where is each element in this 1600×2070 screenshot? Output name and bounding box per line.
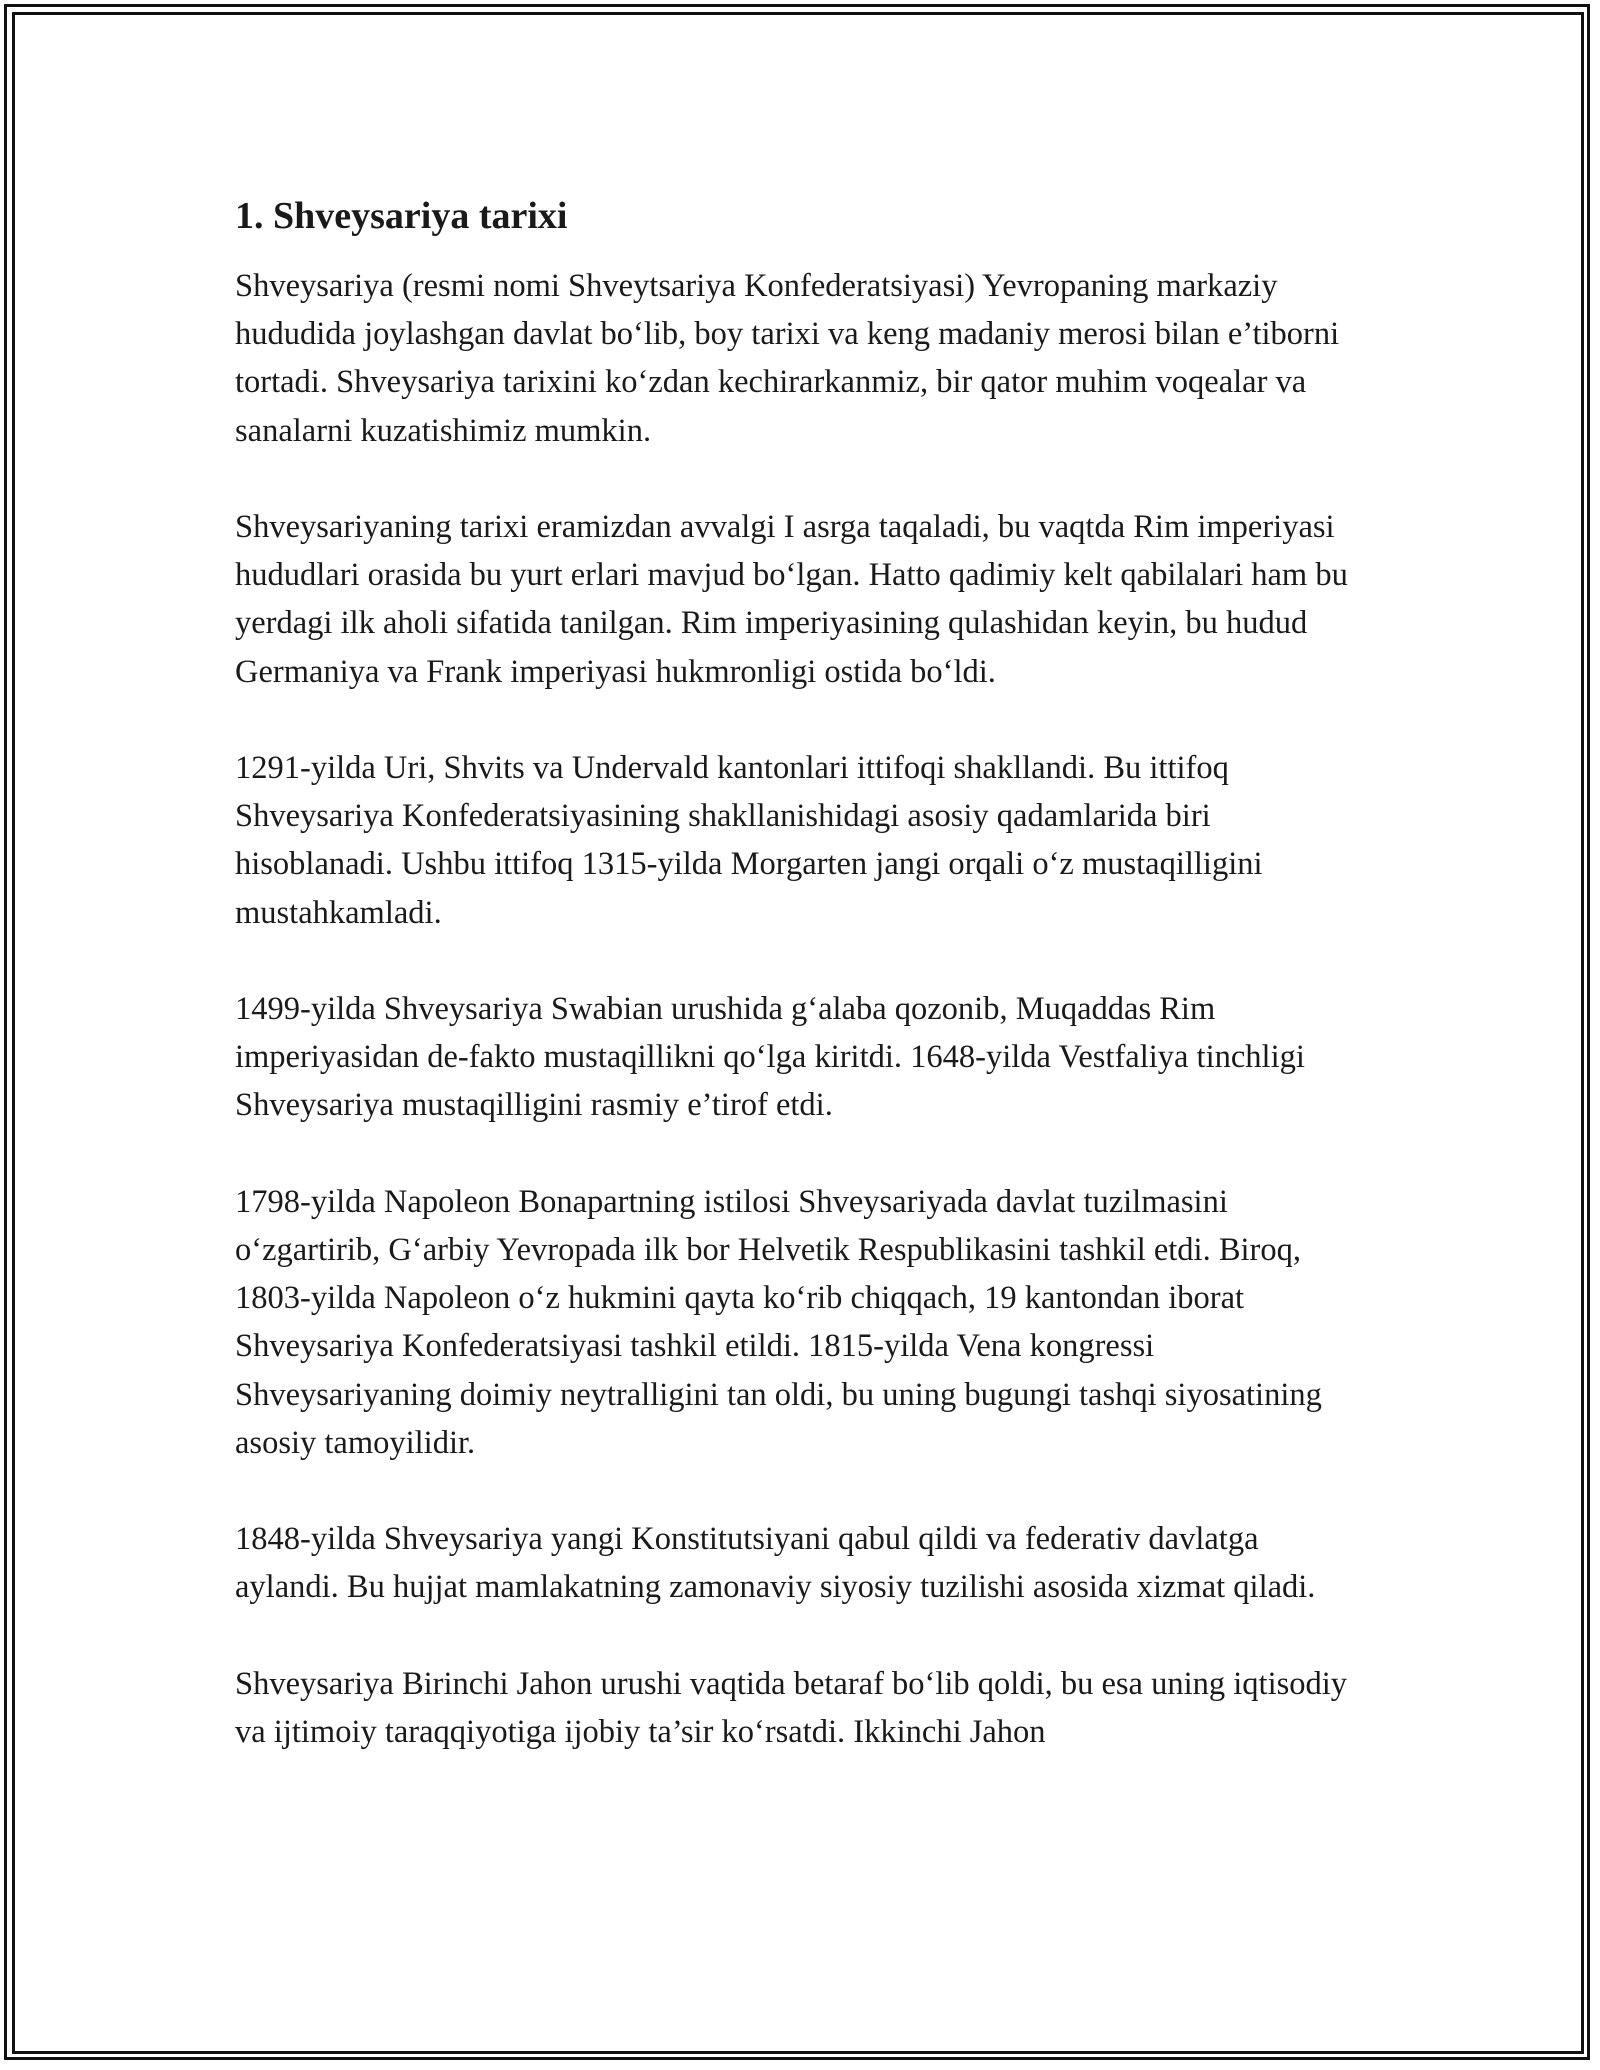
- paragraph-ancient-history: Shveysariyaning tarixi eramizdan avvalgi I asrga taqaladi, bu vaqtda Rim imperiyasi hududlari orasida bu yurt erlari mavjud bo‘lgan. Hatto qadimiy kelt qabilalari ham bu yerdagi ilk aholi sifatida tanilgan. Rim imperiyasining qulashidan keyin, bu hudud Germaniya va Frank imperiyasi hukmronligi ostida bo‘ldi.: [235, 509, 1348, 690]
- section-heading: 1. Shveysariya tarixi: [235, 195, 568, 237]
- paragraph-1499-independence: 1499-yilda Shveysariya Swabian urushida g‘alaba qozonib, Muqaddas Rim imperiyasidan de-fakto mustaqillikni qo‘lga kiritdi. 1648-yilda Vestfaliya tinchligi Shveysariya mustaqilligini rasmiy e’tirof etdi.: [235, 991, 1305, 1124]
- paragraph-1291-alliance: 1291-yilda Uri, Shvits va Undervald kantonlari ittifoqi shakllandi. Bu ittifoq Shveysariya Konfederatsiyasining shakllanishidagi asosiy qadamlarida biri hisoblanadi. Ushbu ittifoq 1315-yilda Morgarten jangi orqali o‘z mustaqilligini mustahkamladi.: [235, 750, 1263, 931]
- paragraph-intro: Shveysariya (resmi nomi Shveytsariya Konfederatsiyasi) Yevropaning markaziy hududida joylashgan davlat bo‘lib, boy tarixi va keng madaniy merosi bilan e’tiborni tortadi. Shveysariya tarixini ko‘zdan kechirarkanmiz, bir qator muhim voqealar va sanalarni kuzatishimiz mumkin.: [235, 268, 1340, 449]
- document-body: [235, 188, 1365, 1804]
- paragraph-napoleon-era: 1798-yilda Napoleon Bonapartning istilosi Shveysariyada davlat tuzilmasini o‘zgartirib, G‘arbiy Yevropada ilk bor Helvetik Respublikasini tashkil etdi. Biroq, 1803-yilda Napoleon o‘z hukmini qayta ko‘rib chiqqach, 19 kantondan iborat Shveysariya Konfederatsiyasi tashkil etildi. 1815-yilda Vena kongressi Shveysariyaning doimiy neytralligini tan oldi, bu uning bugungi tashqi siyosatining asosiy tamoyilidir.: [235, 1183, 1322, 1461]
- paragraph-world-wars: Shveysariya Birinchi Jahon urushi vaqtida betaraf bo‘lib qoldi, bu esa uning iqtisodiy va ijtimoiy taraqqiyotiga ijobiy ta’sir ko‘rsatdi. Ikkinchi Jahon: [235, 1665, 1348, 1750]
- paragraph-1848-constitution: 1848-yilda Shveysariya yangi Konstitutsiyani qabul qildi va federativ davlatga aylandi. Bu hujjat mamlakatning zamonaviy siyosiy tuzilishi asosida xizmat qiladi.: [235, 1521, 1316, 1606]
